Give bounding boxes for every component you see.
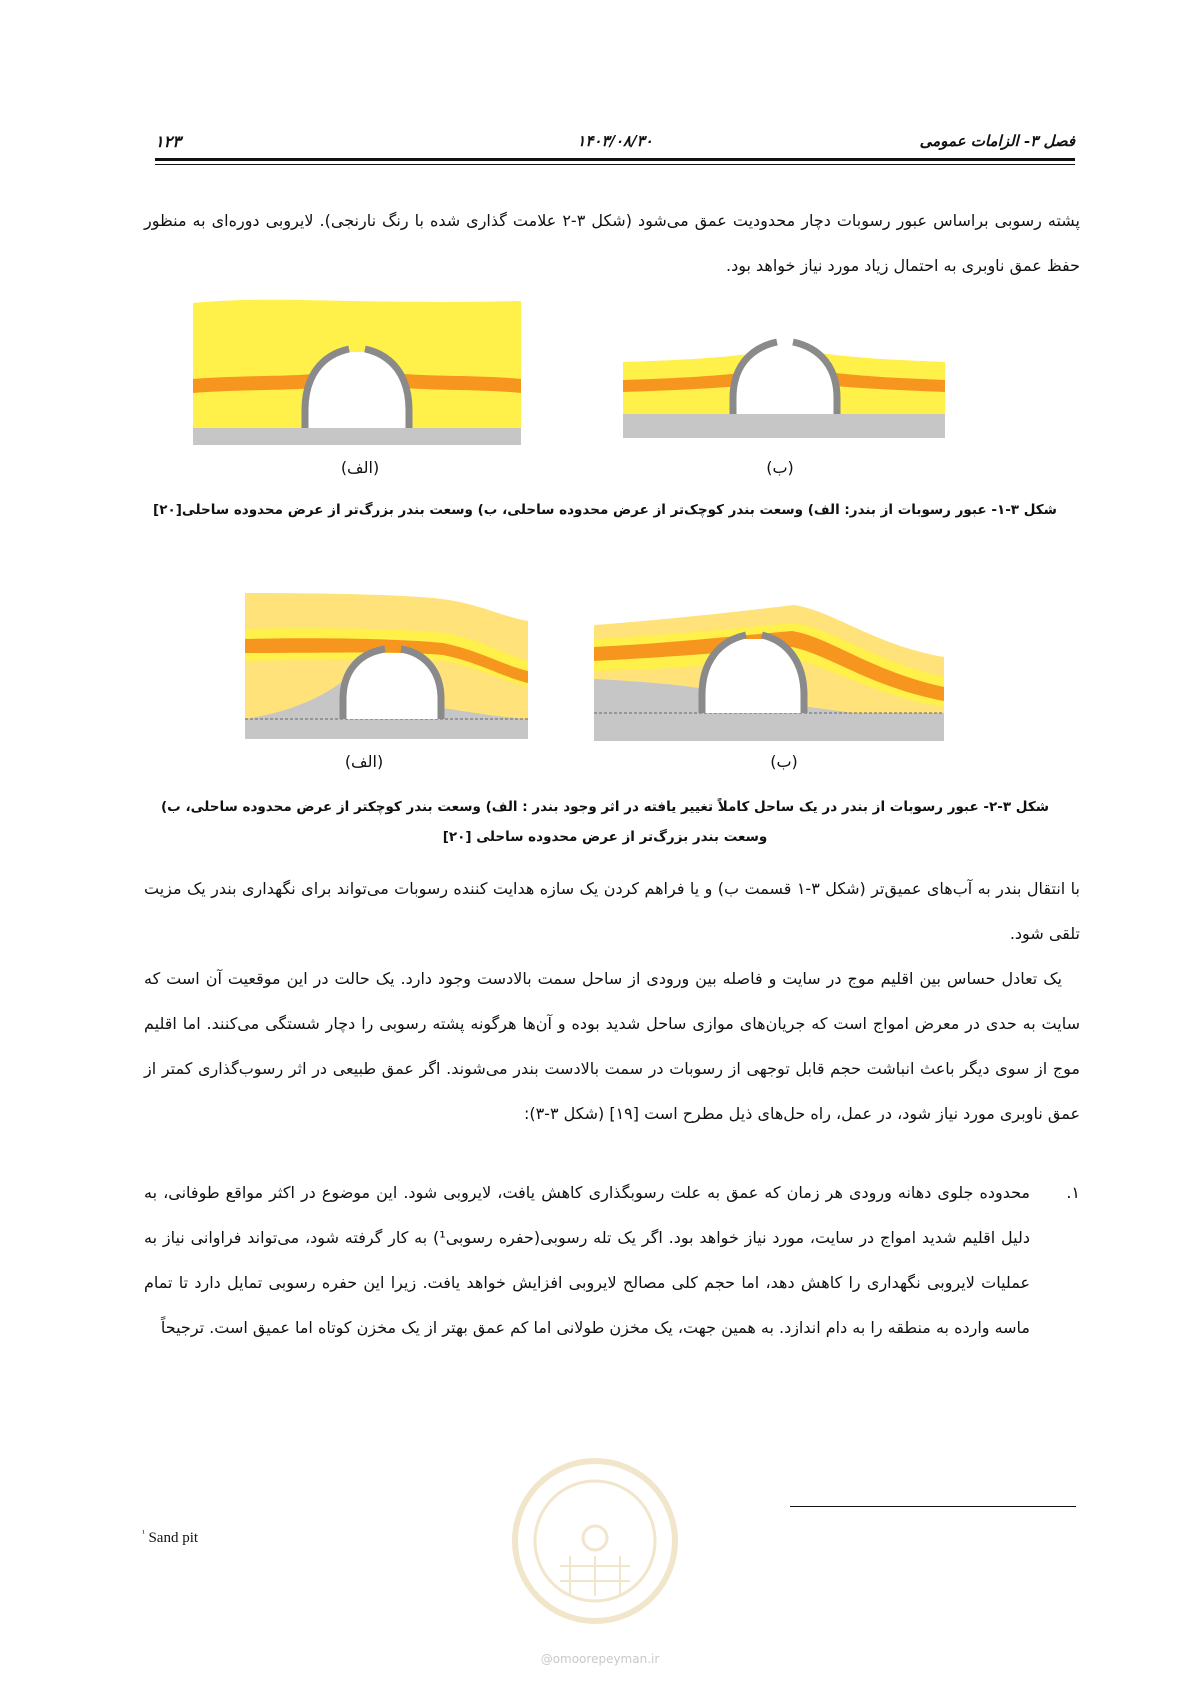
figure2-caption: شکل ۳-۲- عبور رسوبات از بندر در یک ساحل کاملاً تغییر یافته در اثر وجود بندر : الف) وسعت بندر کوچکتر از عرض محدوده ساحلی، ب) وسعت بندر بزرگ‌تر از عرض محدوده ساحلی [۲۰] bbox=[161, 799, 1049, 845]
footnote-mark: ¹ bbox=[142, 1528, 145, 1538]
paragraph-3: یک تعادل حساس بین اقلیم موج در سایت و فاصله بین ورودی از ساحل سمت بالادست وجود دارد. یک حالت در این موقعیت آن است که سایت به حدی در معرض امواج است که جریان‌های موازی ساحل شدید بوده و آن‌ها هرگونه پشته رسوبی را دچار شستگی می‌کنند. اما اقلیم موج از سوی دیگر باعث انباشت حجم قابل توجهی از رسوبات در سمت بالادست بندر می‌شوند. اگر عمق طبیعی در اثر رسوب‌گذاری کمتر از عمق ناوبری مورد نیاز شود، در عمل، راه حل‌های ذیل مطرح است [۱۹] (شکل ۳-۳): bbox=[144, 969, 1080, 1123]
figure1-b-diagram bbox=[623, 330, 945, 438]
figure1-label-a: (الف) bbox=[340, 458, 380, 477]
page-header bbox=[155, 128, 1075, 154]
paragraph-2: با انتقال بندر به آب‌های عمیق‌تر (شکل ۳-۱ قسمت ب) و یا فراهم کردن یک سازه هدایت کننده رسوبات می‌تواند برای نگهداری بندر یک مزیت تلقی شود. bbox=[144, 879, 1080, 943]
header-rule-thin bbox=[155, 164, 1075, 165]
page-number: ۱۲۳ bbox=[155, 132, 181, 151]
footnote-text: Sand pit bbox=[148, 1530, 199, 1546]
footnote bbox=[142, 1528, 198, 1547]
figure2-a-diagram bbox=[245, 587, 528, 739]
figure1-label-b: (ب) bbox=[766, 458, 794, 477]
header-date: ۱۴۰۳/۰۸/۳۰ bbox=[577, 132, 653, 150]
header-rule-thick bbox=[155, 158, 1075, 161]
figure2-b-diagram bbox=[594, 585, 944, 741]
list-item bbox=[144, 1170, 1080, 1350]
figure2-label-a: (الف) bbox=[344, 752, 384, 771]
chapter-title: فصل ۳- الزامات عمومی bbox=[919, 132, 1075, 150]
figure2-label-b: (ب) bbox=[770, 752, 798, 771]
list-item-text: محدوده جلوی دهانه ورودی هر زمان که عمق به علت رسوبگذاری کاهش یافت، لایروبی شود. این موضوع در اکثر مواقع طوفانی، به دلیل اقلیم شدید امواج در سایت، مورد نیاز خواهد بود. اگر یک تله رسوبی(حفره رسوبی¹) به کار گرفته شود، می‌تواند فراوانی نیاز به عملیات لایروبی نگهداری را کاهش دهد، اما حجم کلی مصالح لایروبی افزایش خواهد یافت. زیرا این حفره رسوبی تمایل دارد تا تمام ماسه وارده به منطقه را به دام اندازد. به همین جهت، یک مخزن طولانی اما کم عمق بهتر از یک مخزن کوتاه اما عمیق است. ترجیحاً bbox=[144, 1183, 1030, 1337]
intro-paragraph: پشته رسوبی براساس عبور رسوبات دچار محدودیت عمق می‌شود (شکل ۳-۲ علامت گذاری شده با رنگ نارنجی). لایروبی دوره‌ای به منظور حفظ عمق ناوبری به احتمال زیاد مورد نیاز خواهد بود. bbox=[144, 211, 1081, 275]
figure1-caption: شکل ۳-۱- عبور رسوبات از بندر: الف) وسعت بندر کوچک‌تر از عرض محدوده ساحلی، ب) وسعت بندر بزرگ‌تر از عرض محدوده ساحلی[۲۰] bbox=[153, 502, 1057, 518]
figure1-a-diagram bbox=[193, 295, 521, 445]
list-item-number: ۱. bbox=[1066, 1183, 1080, 1202]
watermark-text: @omoorepeyman.ir bbox=[540, 1652, 660, 1666]
watermark-logo bbox=[500, 1446, 690, 1636]
footnote-rule bbox=[790, 1506, 1076, 1507]
